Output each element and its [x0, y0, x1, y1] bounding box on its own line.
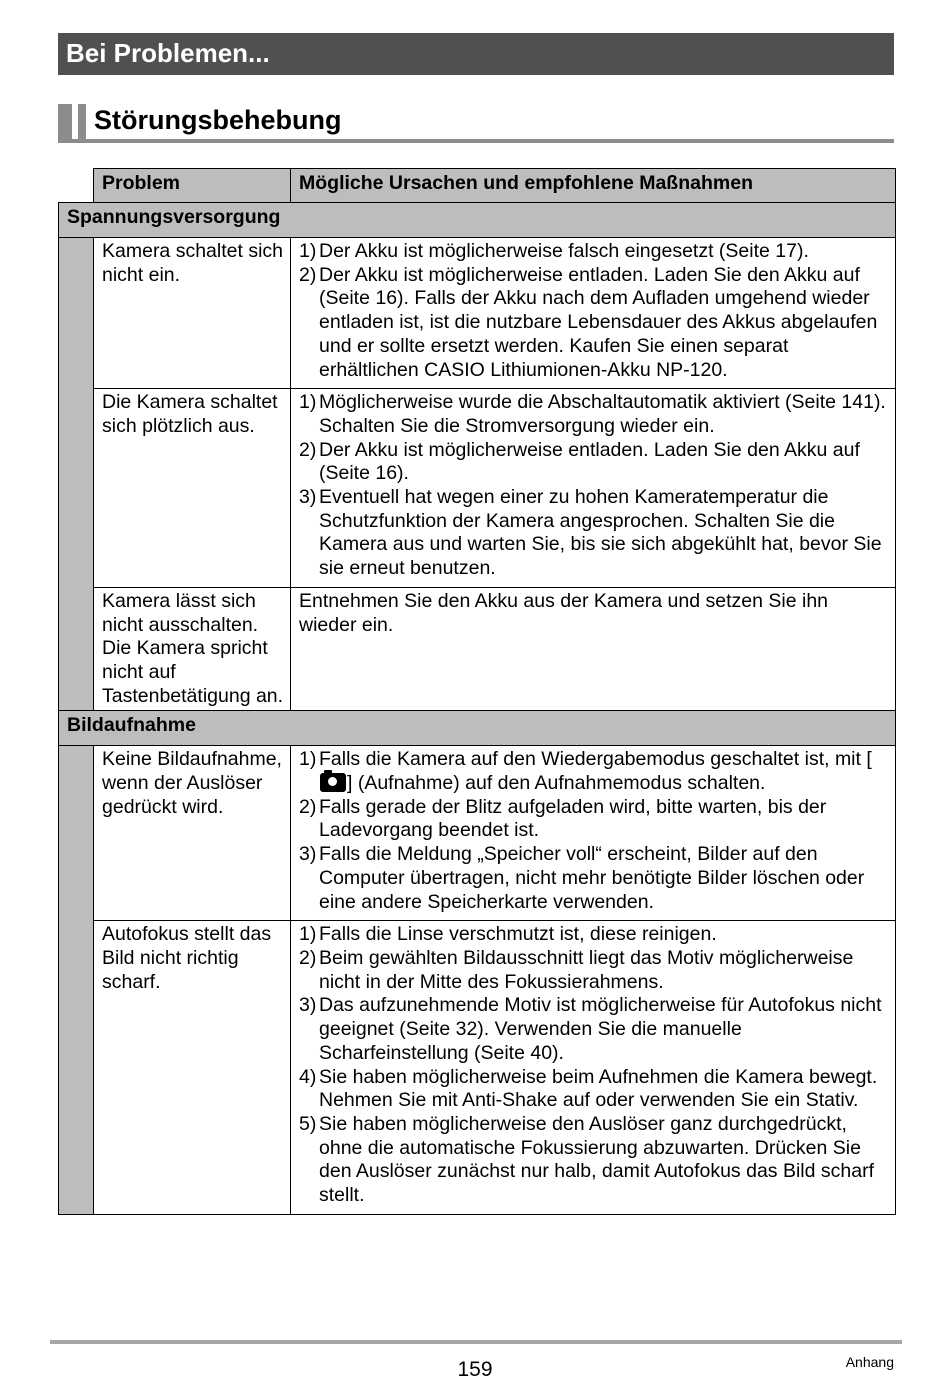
- section-title: Störungsbehebung: [94, 105, 342, 135]
- category-side-bar: [59, 746, 94, 1214]
- list-item: [299, 240, 887, 264]
- item-number: 1): [299, 240, 317, 262]
- problem-cell: Die Kamera schaltet sich plötzlich aus.: [94, 389, 291, 588]
- section-rule: [58, 139, 894, 143]
- solution-list: [299, 923, 887, 1207]
- item-number: 3): [299, 486, 317, 509]
- item-text: Das aufzunehmende Motiv ist möglicherweise für Autofokus nicht geeignet (Seite 32). Verwenden Sie die manuelle Scharfeinstellung (Seite 40).: [319, 994, 882, 1064]
- list-item: [299, 994, 887, 1065]
- item-number: 3): [299, 843, 317, 866]
- problem-cell: Kamera schaltet sich nicht ein.: [94, 238, 291, 389]
- item-text: Der Akku ist möglicherweise entladen. Laden Sie den Akku auf (Seite 16).: [319, 438, 860, 485]
- item-number: 1): [299, 748, 317, 771]
- list-item: [299, 1113, 887, 1208]
- item-text: Eventuell hat wegen einer zu hohen Kameratemperatur die Schutzfunktion der Kamera angesprochen. Schalten Sie die Kamera aus und warten Sie, bis sie sich abgekühlt hat, bevor Sie sie erneut benutzen.: [319, 486, 882, 580]
- solution-cell: [291, 746, 896, 921]
- list-item: [299, 486, 887, 581]
- table-row: [59, 746, 896, 921]
- category-label: Spannungsversorgung: [59, 203, 896, 238]
- table-header-row: [59, 169, 896, 203]
- category-row: [59, 203, 896, 238]
- problem-cell: Kamera lässt sich nicht ausschalten. Die Kamera spricht nicht auf Tastenbetätigung an.: [94, 587, 291, 711]
- category-row: [59, 711, 896, 746]
- section-heading: [58, 100, 894, 144]
- troubleshooting-table: [58, 168, 896, 1215]
- item-text: Möglicherweise wurde die Abschaltautomatik aktiviert (Seite 141). Schalten Sie die Stromversorgung wieder ein.: [319, 391, 886, 437]
- list-item: [299, 439, 887, 486]
- item-text: Falls die Kamera auf den Wiedergabemodus geschaltet ist, mit [: [319, 748, 872, 771]
- table-row: [59, 238, 896, 389]
- item-number: 2): [299, 438, 317, 461]
- list-item: [299, 947, 887, 994]
- item-number: 2): [299, 795, 317, 818]
- list-item: [299, 264, 887, 383]
- item-text: Falls gerade der Blitz aufgeladen wird, bitte warten, bis der Ladevorgang beendet ist.: [319, 795, 827, 842]
- table-row: [59, 389, 896, 588]
- solution-list: [299, 391, 887, 581]
- section-marker: [58, 104, 72, 140]
- solution-list: [299, 240, 887, 382]
- footer-rule: [50, 1340, 902, 1344]
- item-number: 3): [299, 994, 317, 1017]
- item-text: Sie haben möglicherweise den Auslöser ganz durchgedrückt, ohne die automatische Fokussierung abzuwarten. Drücken Sie den Auslöser zunächst nur halb, damit Autofokus das Bild scharf stellt.: [319, 1112, 874, 1207]
- list-item: [299, 391, 887, 438]
- list-item: [299, 1066, 887, 1113]
- chapter-title: Bei Problemen...: [58, 33, 894, 75]
- list-item: [299, 923, 887, 947]
- footer-section-label: Anhang: [845, 1354, 894, 1370]
- solution-cell: [291, 389, 896, 588]
- item-text: Sie haben möglicherweise beim Aufnehmen die Kamera bewegt. Nehmen Sie mit Anti-Shake auf oder verwenden Sie ein Stativ.: [319, 1065, 878, 1112]
- item-text: ] (Aufnahme) auf den Aufnahmemodus schalten.: [347, 772, 766, 795]
- problem-cell: Keine Bildaufnahme, wenn der Auslöser gedrückt wird.: [94, 746, 291, 921]
- table-row: [59, 921, 896, 1214]
- item-number: 4): [299, 1065, 317, 1088]
- item-number: 2): [299, 263, 317, 286]
- item-number: 2): [299, 946, 317, 969]
- item-text: Der Akku ist möglicherweise entladen. Laden Sie den Akku auf (Seite 16). Falls der Akku nach dem Aufladen umgehend wieder entladen ist, ist die nutzbare Lebensdauer des Akkus abgelaufen und er sollte ersetzt werden. Kaufen Sie einen separat erhältlichen CASIO Lithiumionen-Akku NP-120.: [319, 263, 878, 381]
- solution-cell: [291, 921, 896, 1214]
- item-number: 1): [299, 391, 317, 414]
- solution-cell: [291, 238, 896, 389]
- list-item: [299, 796, 887, 843]
- list-item: [299, 748, 887, 795]
- solution-list: [299, 748, 887, 914]
- item-text: Falls die Linse verschmutzt ist, diese reinigen.: [319, 923, 717, 946]
- column-header-solution: Mögliche Ursachen und empfohlene Maßnahmen: [291, 169, 896, 203]
- section-marker: [78, 104, 86, 140]
- column-header-problem: Problem: [94, 169, 291, 203]
- table-row: [59, 587, 896, 711]
- solution-cell: Entnehmen Sie den Akku aus der Kamera und setzen Sie ihn wieder ein.: [291, 587, 896, 711]
- page-number: 159: [457, 1358, 493, 1381]
- item-number: 5): [299, 1112, 317, 1135]
- category-label: Bildaufnahme: [59, 711, 896, 746]
- camera-icon: [320, 773, 346, 792]
- item-text: Beim gewählten Bildausschnitt liegt das Motiv möglicherweise nicht in der Mitte des Fokussierahmens.: [319, 946, 854, 993]
- list-item: [299, 843, 887, 914]
- item-text: Der Akku ist möglicherweise falsch eingesetzt (Seite 17).: [319, 240, 809, 262]
- header-spacer: [59, 169, 94, 203]
- category-side-bar: [59, 238, 94, 711]
- problem-cell: Autofokus stellt das Bild nicht richtig scharf.: [94, 921, 291, 1214]
- item-text: Falls die Meldung „Speicher voll“ erscheint, Bilder auf den Computer übertragen, nicht mehr benötigte Bilder löschen oder eine andere Speicherkarte verwenden.: [319, 843, 865, 913]
- item-number: 1): [299, 923, 317, 946]
